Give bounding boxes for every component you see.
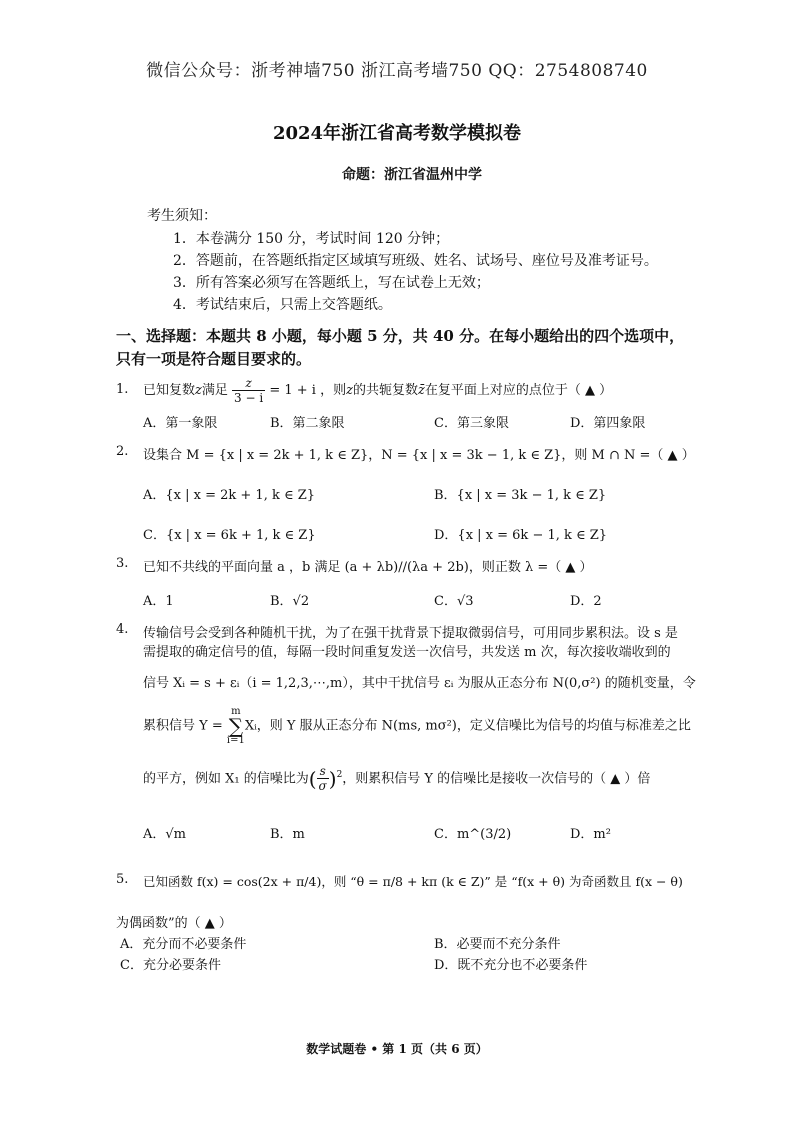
notice-item-1: 1．本卷满分 150 分，考试时间 120 分钟； [173, 231, 450, 247]
question-1-option-d: D．第四象限 [570, 416, 646, 431]
question-3-option-b: B．√2 [270, 594, 310, 609]
question-1-option-c: C．第三象限 [434, 416, 509, 431]
notice-title: 考生须知： [147, 208, 217, 224]
question-4-line-5: 的平方，例如 X₁ 的信噪比为( $\frac{s}{\sigma}$ )$^2$，则累积信号 Y 的信噪比是接收一次信号的（ ▲ ）倍 [143, 764, 651, 794]
question-3-number: 3. [116, 556, 129, 571]
question-5-line-1: 已知函数 f(x) = cos(2x + π/4)，则 “θ = π/8 + kπ (k ∈ Z)” 是 “f(x + θ) 为奇函数且 f(x − θ) [143, 874, 683, 889]
question-3-option-d: D．2 [570, 594, 602, 609]
exam-subtitle: 命题：浙江省温州中学 [342, 167, 482, 183]
question-4-number: 4. [116, 622, 129, 637]
question-4-option-d: D．m² [570, 827, 611, 842]
notice-item-3: 3．所有答案必须写在答题纸上，写在试卷上无效； [173, 275, 490, 291]
question-1-stem: 已知复数z满足 $\frac{z}{3 - i}$ = 1 + i ，则z的共轭复数z̄在复平面上对应的点位于（ ▲ ） [143, 376, 613, 405]
question-4-line-2: 需提取的确定信号的值，每隔一段时间重复发送一次信号，共发送 m 次，每次接收端收到的 [143, 645, 671, 660]
question-5-option-d: D．既不充分也不必要条件 [434, 958, 588, 973]
question-4-line-3: 信号 Xᵢ = s + εᵢ（i = 1,2,3,⋯,m），其中干扰信号 εᵢ 为服从正态分布 N(0,σ²) 的随机变量，令 [143, 676, 696, 691]
question-5-number: 5. [116, 872, 129, 887]
question-3-option-a: A．1 [143, 594, 174, 609]
watermark-header: 微信公众号：浙考神墙750 浙江高考墙750 QQ：2754808740 [146, 61, 648, 81]
question-2-number: 2. [116, 444, 129, 459]
question-4-option-c: C．m^(3/2) [434, 827, 512, 842]
question-4-option-b: B．m [270, 827, 305, 842]
question-3-stem: 已知不共线的平面向量 a ，b 满足 (a + λb)//(λa + 2b)，则正数 λ =（ ▲ ） [143, 560, 593, 575]
question-5-option-a: A．充分而不必要条件 [120, 937, 247, 952]
question-5-line-2: 为偶函数”的（ ▲ ） [116, 916, 232, 931]
question-1-number: 1. [116, 382, 129, 397]
question-1-fraction: $\frac{z}{3 - i}$ [234, 376, 264, 405]
question-2-stem: 设集合 M = {x | x = 2k + 1, k ∈ Z}，N = {x | x = 3k − 1, k ∈ Z}，则 M ∩ N =（ ▲ ） [143, 448, 695, 463]
question-2-option-a: A．{x | x = 2k + 1, k ∈ Z} [143, 488, 316, 503]
question-2-option-b: B．{x | x = 3k − 1, k ∈ Z} [434, 488, 607, 503]
notice-item-4: 4．考试结束后，只需上交答题纸。 [173, 297, 392, 313]
section-heading: 一、选择题：本题共 8 小题，每小题 5 分，共 40 分。在每小题给出的四个选项中，只有一项是符合题目要求的。 [116, 327, 685, 368]
question-2-option-d: D．{x | x = 6k − 1, k ∈ Z} [434, 528, 608, 543]
question-1-option-a: A．第一象限 [143, 416, 218, 431]
question-5-option-b: B．必要而不充分条件 [434, 937, 561, 952]
question-4-line-1: 传输信号会受到各种随机干扰，为了在强干扰背景下提取微弱信号，可用同步累积法。设 s 是 [143, 626, 678, 641]
question-4-line-4: 累积信号 Y = m ∑ i=1 Xᵢ，则 Y 服从正态分布 N(ms, mσ²)，定义信噪比为信号的均值与标准差之比 [143, 706, 691, 746]
notice-item-2: 2．答题前，在答题纸指定区域填写班级、姓名、试场号、座位号及准考证号。 [173, 253, 658, 269]
question-4-option-a: A．√m [143, 827, 186, 842]
question-3-option-c: C．√3 [434, 594, 474, 609]
question-2-option-c: C．{x | x = 6k + 1, k ∈ Z} [143, 528, 316, 543]
page-footer: 数学试题卷 • 第 1 页（共 6 页） [306, 1042, 488, 1056]
question-1-option-b: B．第二象限 [270, 416, 345, 431]
question-5-option-c: C．充分必要条件 [120, 958, 221, 973]
exam-title: 2024年浙江省高考数学模拟卷 [272, 123, 522, 144]
